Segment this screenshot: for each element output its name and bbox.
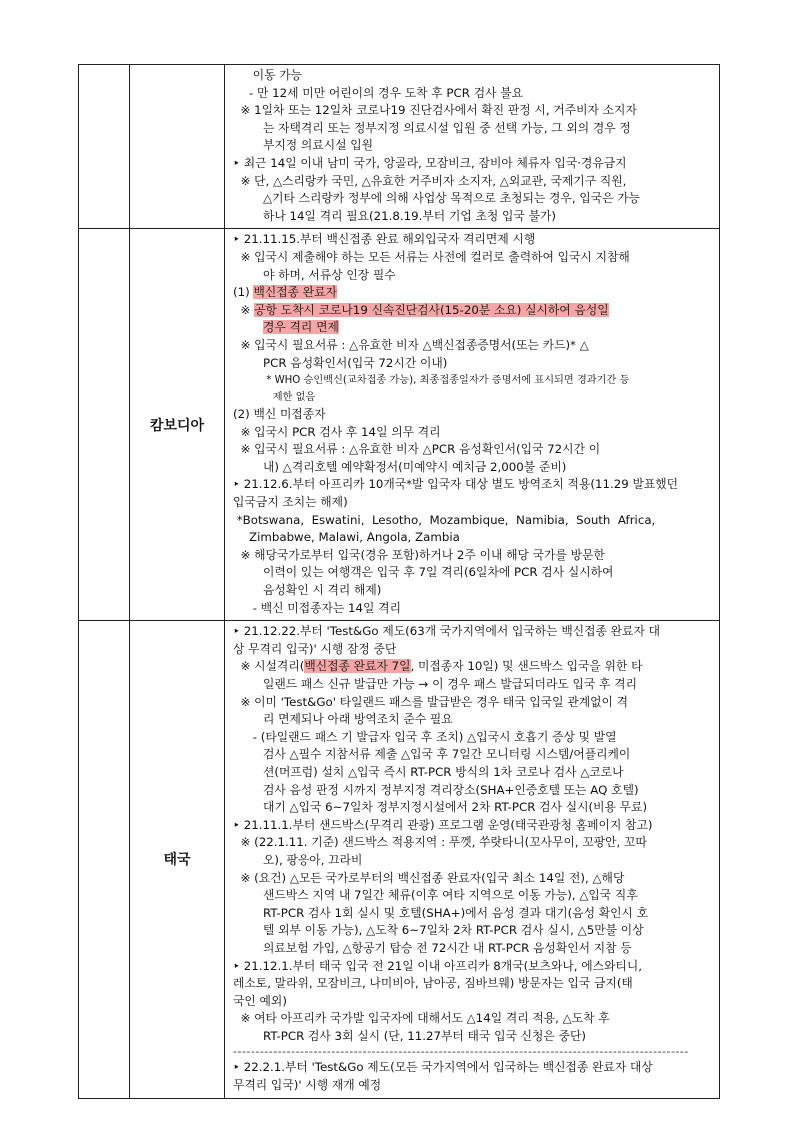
policy-line: ‣ 21.11.1.부터 샌드박스(무격리 관광) 프로그램 운영(태국관광청 홈페이지 참고)	[233, 817, 653, 832]
index-cell	[79, 621, 130, 1098]
index-cell	[79, 65, 130, 229]
policy-line: ※ 입국시 제출해야 하는 모든 서류는 사전에 컬러로 출력하여 입국시 지참해	[233, 249, 630, 264]
policy-line: 야 하며, 서류상 인장 필수	[263, 267, 396, 282]
country-row	[79, 229, 720, 621]
policy-line: 대기 △입국 6~7일차 정부지정시설에서 2차 RT-PCR 검사 실시(비용 무료)	[263, 800, 648, 815]
policy-line: 국인 예외)	[233, 993, 287, 1008]
policy-line: 레소토, 말라위, 모잠비크, 나미비아, 남아공, 짐바브웨) 방문자는 입국 금지(태	[233, 976, 633, 991]
country-row	[79, 621, 720, 1098]
policy-line: ※ (22.1.11. 기준) 샌드박스 적용지역 : 푸껫, 쑤랏타니(꼬사무이, 꼬팡안, 꼬따	[233, 835, 647, 850]
policy-line: ※ 시설격리(백신접종 완료자 7일, 미접종자 10일) 및 샌드박스 입국을 위한 타	[233, 659, 643, 674]
policy-line: ‣ 최근 14일 이내 남미 국가, 앙골라, 모잠비크, 잠비아 체류자 입국·경유금지	[233, 155, 627, 170]
highlighted-text: 경우 격리 면제	[263, 320, 339, 335]
policy-line: - 만 12세 미만 어린이의 경우 도착 후 PCR 검사 불요	[249, 85, 524, 100]
policy-line: ※ 공항 도착시 코로나19 신속진단검사(15-20분 소요) 실시하여 음성일	[233, 302, 609, 317]
policy-line: Zimbabwe, Malawi, Angola, Zambia	[249, 530, 460, 545]
policy-line: 무격리 입국)' 시행 재개 예정	[233, 1078, 382, 1093]
policy-line: ‣ 21.12.22.부터 'Test&Go 제도(63개 국가지역에서 입국하는 백신접종 완료자 대	[233, 624, 660, 639]
policy-line: (2) 백신 미접종자	[233, 407, 326, 422]
policy-line: 이동 가능	[249, 68, 303, 82]
policy-line: ‣ 21.12.1.부터 태국 입국 전 21일 이내 아프리카 8개국(보츠와나, 에스와티니,	[233, 958, 642, 973]
policy-line: * WHO 승인백신(교차접종 가능), 최종접종일자가 증명서에 표시되면 경과기간 등	[263, 375, 630, 387]
policy-line: 는 자택격리 또는 정부지정 의료시설 입원 중 선택 가능, 그 외의 경우 정	[263, 120, 631, 135]
dashed-separator: ------------------------------------------------------------------------------------------------------	[233, 1045, 689, 1059]
policy-line: ※ 여타 아프리카 국가발 입국자에 대해서도 △14일 격리 적용, △도착 후	[233, 1011, 610, 1026]
policy-line: ※ 1일차 또는 12일차 코로나19 진단검사에서 확진 판정 시, 거주비자 소지자	[233, 103, 637, 118]
policy-line: 의료보험 가입, △항공기 탑승 전 72시간 내 RT-PCR 음성확인서 지참 등	[263, 940, 632, 955]
policy-line: RT-PCR 검사 3회 실시 (단, 11.27부터 태국 입국 신청은 중단)	[263, 1028, 586, 1043]
policy-line: ※ 이미 'Test&Go' 타일랜드 패스를 발급받은 경우 태국 입국일 관계없이 격	[233, 694, 629, 709]
policy-line: 검사 음성 판정 시까지 정부지정 격리장소(SHA+인증호텔 또는 AQ 호텔)	[263, 782, 639, 797]
policy-line: 입국금지 조치는 해제)	[233, 495, 348, 510]
policy-line: PCR 음성확인서(입국 72시간 이내)	[263, 355, 448, 370]
policy-line: 하나 14일 격리 필요(21.8.19.부터 기업 초청 입국 불가)	[263, 208, 556, 223]
index-cell	[79, 229, 130, 621]
policy-line: 제한 없음	[263, 392, 316, 404]
policy-line: 텔 외부 이동 가능), △도착 6~7일차 2차 RT-PCR 검사 실시, △5만불 이상	[263, 923, 644, 938]
policy-line: ※ 입국시 필요서류 : △유효한 비자 △PCR 음성확인서(입국 72시간 이	[233, 442, 601, 457]
highlighted-text: 백신접종 완료자 7일	[304, 659, 411, 674]
policy-line: ※ 해당국가로부터 입국(경유 포함)하거나 2주 이내 해당 국가를 방문한	[233, 547, 605, 562]
policy-content	[225, 65, 720, 229]
policy-line: △기타 스리랑카 정부에 의해 사업상 목적으로 초청되는 경우, 입국은 가능	[263, 191, 641, 206]
policy-line: 부지정 의료시설 입원	[263, 138, 374, 153]
policy-line: 검사 △필수 지참서류 제출 △입국 후 7일간 모니터링 시스템/어플리케이	[263, 747, 631, 762]
policy-line: ‣ 21.11.15.부터 백신접종 완료 해외입국자 격리면제 시행	[233, 232, 536, 247]
policy-line: - (타일랜드 패스 기 발급자 입국 후 조치) △입국시 호흡기 증상 및 발열	[249, 729, 617, 744]
policy-line: - 백신 미접종자는 14일 격리	[249, 600, 401, 615]
country-name	[130, 65, 225, 229]
policy-line: ※ 입국시 PCR 검사 후 14일 의무 격리	[233, 424, 441, 439]
policy-line: ※ (요건) △모든 국가로부터의 백신접종 완료자(입국 최소 14일 전), △해당	[233, 870, 625, 885]
policy-line: ※ 입국시 필요서류 : △유효한 비자 △백신접종증명서(또는 카드)* △	[233, 337, 589, 352]
policy-content	[225, 621, 720, 1098]
policy-line: 내) △격리호텔 예약확정서(미예약시 예치금 2,000불 준비)	[263, 459, 567, 474]
policy-line: 음성확인 시 격리 해제)	[263, 583, 382, 598]
country-row	[79, 65, 720, 229]
policy-line: (1) 백신접종 완료자	[233, 285, 337, 300]
policy-line: 이력이 있는 여행객은 입국 후 7일 격리(6일차에 PCR 검사 실시하여	[263, 565, 614, 580]
policy-line: ※ 단, △스리랑카 국민, △유효한 거주비자 소지자, △외교관, 국제기구 직원,	[233, 173, 627, 188]
policy-line: 리 면제되나 아래 방역조치 준수 필요	[263, 712, 453, 727]
policy-table	[78, 64, 720, 1099]
policy-line: ‣ 22.2.1.부터 'Test&Go 제도(모든 국가지역에서 입국하는 백신접종 완료자 대상	[233, 1060, 653, 1075]
policy-line: 오), 팡응아, 끄라비	[263, 852, 363, 867]
policy-line: 상 무격리 입국)' 시행 잠정 중단	[233, 641, 397, 656]
policy-line	[233, 319, 713, 337]
country-name: 캄보디아	[130, 229, 225, 621]
policy-content	[225, 229, 720, 621]
highlighted-text: 백신접종 완료자	[253, 285, 337, 300]
country-name: 태국	[130, 621, 225, 1098]
policy-line: *Botswana, Eswatini, Lesotho, Mozambique, Namibia, South Africa,	[233, 512, 656, 527]
highlighted-text: 공항 도착시 코로나19 신속진단검사(15-20분 소요) 실시하여 음성일	[254, 302, 609, 317]
policy-line: 샌드박스 지역 내 7일간 체류(이후 여타 지역으로 이동 가능), △입국 직후	[263, 888, 638, 903]
policy-line: 션(머프럼) 설치 △입국 즉시 RT-PCR 방식의 1차 코로나 검사 △코로나	[263, 764, 624, 779]
policy-line: RT-PCR 검사 1회 실시 및 호텔(SHA+)에서 음성 결과 대기(음성 확인시 호	[263, 905, 649, 920]
policy-line: ‣ 21.12.6.부터 아프리카 10개국*발 입국자 대상 별도 방역조치 적용(11.29 발표했던	[233, 477, 679, 492]
policy-line: 일랜드 패스 신규 발급만 가능 → 이 경우 패스 발급되더라도 입국 후 격리	[263, 677, 637, 691]
